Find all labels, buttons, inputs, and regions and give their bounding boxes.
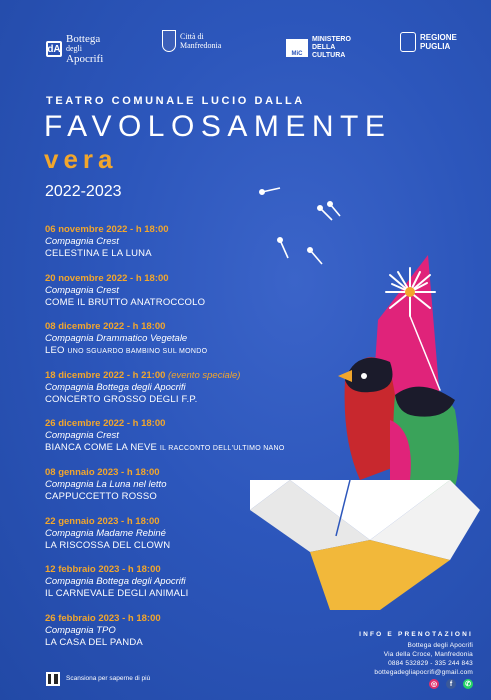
puglia-logo-line1: REGIONE (420, 33, 457, 42)
bottega-logo-line2: degli (66, 44, 82, 53)
qr-caption: Scansiona per saperne di più (66, 675, 151, 682)
event-item (45, 224, 335, 273)
event-show: IL CARNEVALE DEGLI ANIMALI (45, 588, 189, 600)
event-date: 22 gennaio 2023 - h 18:00 (45, 515, 160, 527)
event-company: Compagnia Crest (45, 236, 119, 247)
event-company: Compagnia Bottega degli Apocrifi (45, 576, 186, 588)
event-note: (evento speciale) (168, 369, 241, 381)
manfredonia-logo (162, 30, 221, 52)
bottega-logo-mark: dA (46, 41, 62, 57)
event-date: 12 febbraio 2023 - h 18:00 (45, 564, 161, 576)
events-list (45, 224, 335, 661)
season-years: 2022-2023 (45, 183, 122, 200)
red-bird-eye (361, 373, 367, 379)
event-company: Compagnia Bottega degli Apocrifi (45, 381, 186, 393)
info-address: Via della Croce, Manfredonia (383, 651, 473, 658)
event-company: Compagnia La Luna nel letto (45, 478, 167, 490)
bottega-logo-line1: Bottega (66, 33, 101, 45)
event-date: 26 dicembre 2022 - h 18:00 (45, 418, 166, 430)
event-date: 08 dicembre 2022 - h 18:00 (45, 321, 166, 333)
mic-logo-line2: DELLA (312, 44, 336, 51)
event-date: 20 novembre 2022 - h 18:00 (45, 272, 169, 284)
instagram-icon[interactable]: ◎ (430, 681, 438, 688)
event-item (45, 418, 335, 467)
event-company: Compagnia Drammatico Vegetale (45, 333, 188, 345)
info-email[interactable]: bottegadegliapocrifi@gmail.com (374, 669, 473, 676)
event-item (45, 516, 335, 565)
event-show-extra: UNO SGUARDO BAMBINO SUL MONDO (67, 348, 208, 356)
facebook-icon[interactable]: f (446, 679, 456, 689)
info-organizer: Bottega degli Apocrifi (407, 642, 473, 649)
event-show: LA CASA DEL PANDA (45, 636, 143, 648)
event-show: CONCERTO GROSSO DEGLI F.P. (45, 393, 198, 405)
event-item (45, 370, 335, 419)
poster-title: FAVOLOSAMENTE (44, 110, 392, 143)
event-item (45, 564, 335, 613)
social-links (429, 679, 473, 689)
poster-subtitle: vera (44, 144, 118, 174)
bottega-logo-line3: Apocrifi (66, 53, 104, 65)
event-date: 18 dicembre 2022 - h 21:00 (45, 369, 166, 381)
event-show-extra: IL RACCONTO DELL'ULTIMO NANO (159, 445, 285, 453)
info-block (273, 631, 473, 677)
ministero-cultura-logo (286, 36, 351, 60)
city-logo-line2: Manfredonia (180, 41, 222, 50)
event-company: Compagnia Madame Rebiné (45, 527, 166, 539)
event-company: Compagnia TPO (45, 624, 116, 636)
event-item (45, 321, 335, 370)
city-crest-icon (162, 30, 176, 52)
info-phone: 0884 532829 - 335 244 843 (388, 660, 473, 667)
event-show: LA RISCOSSA DEL CLOWN (45, 539, 171, 551)
city-logo-line1: Città di (180, 32, 204, 41)
info-heading: INFO E PRENOTAZIONI (359, 631, 473, 638)
dandelion-center (405, 287, 415, 297)
mic-logo-line3: CULTURA (312, 52, 346, 59)
mic-logo-mark: MiC (286, 39, 308, 57)
event-date: 26 febbraio 2023 - h 18:00 (45, 612, 161, 624)
event-show: CELESTINA E LA LUNA (45, 248, 152, 259)
event-company: Compagnia Crest (45, 430, 119, 442)
event-company: Compagnia Crest (45, 284, 119, 296)
logo-strip (0, 30, 491, 70)
theatre-name: TEATRO COMUNALE LUCIO DALLA (46, 95, 305, 107)
red-bird-head (345, 358, 393, 393)
whatsapp-icon[interactable]: ✆ (463, 679, 473, 689)
event-show: LEO (45, 345, 65, 357)
bottega-logo (46, 34, 103, 64)
event-date: 08 gennaio 2023 - h 18:00 (45, 466, 160, 478)
event-show: CAPPUCCETTO ROSSO (45, 490, 157, 502)
event-show: BIANCA COME LA NEVE (45, 442, 158, 454)
event-item (45, 273, 335, 322)
event-show: COME IL BRUTTO ANATROCCOLO (45, 296, 206, 308)
event-item (45, 467, 335, 516)
mic-logo-line1: MINISTERO (312, 36, 351, 43)
event-date: 06 novembre 2022 - h 18:00 (45, 224, 169, 235)
qr-code[interactable] (46, 672, 60, 686)
puglia-crest-icon (400, 32, 416, 52)
puglia-logo-line2: PUGLIA (420, 42, 451, 51)
regione-puglia-logo (400, 32, 457, 52)
